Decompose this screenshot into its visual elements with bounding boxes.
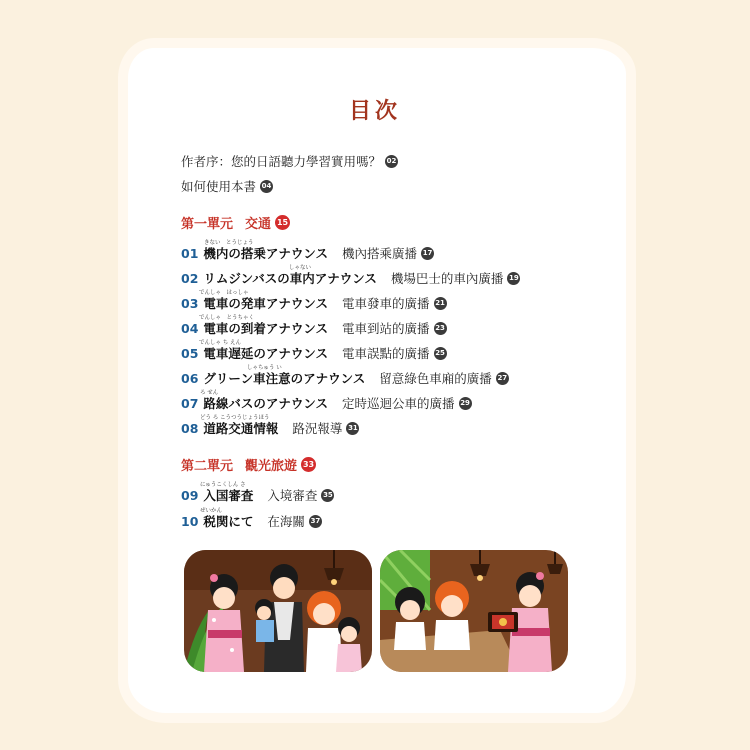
entry-number: 07 xyxy=(181,395,199,411)
entry-page-badge: 23 xyxy=(434,322,447,335)
entry-japanese: 電車遅延のアナウンス xyxy=(203,346,329,361)
entry-page-badge: 17 xyxy=(421,247,434,260)
page-title: 目次 xyxy=(348,99,401,124)
entry-number: 08 xyxy=(181,420,199,436)
toc-entry-03[interactable] xyxy=(181,293,447,313)
entry-japanese: グリーン車注意のアナウンス xyxy=(203,371,366,386)
unit-2-label: 第二單元 xyxy=(181,458,234,474)
howto-label: 如何使用本書 xyxy=(181,179,257,194)
entry-page-badge: 29 xyxy=(459,397,472,410)
toc-entry-02[interactable] xyxy=(181,268,520,288)
entry-page-badge: 31 xyxy=(346,422,359,435)
entry-japanese: 路線バスのアナウンス xyxy=(203,396,329,411)
unit-1-label: 第一單元 xyxy=(181,216,234,232)
entry-japanese: 電車の発車アナウンス xyxy=(203,296,329,311)
illustration-family xyxy=(184,550,372,672)
toc-preface[interactable] xyxy=(181,151,398,171)
preface-label: 作者序：您的日語聽力學習實用嗎？ xyxy=(181,154,382,169)
entry-number: 06 xyxy=(181,370,199,386)
entry-number: 04 xyxy=(181,320,199,336)
entry-page-badge: 19 xyxy=(507,272,520,285)
illustration-restaurant xyxy=(380,550,568,672)
toc-howto[interactable] xyxy=(181,176,273,196)
entry-page-badge: 37 xyxy=(309,515,322,528)
entry-number: 10 xyxy=(181,513,199,529)
entry-chinese: 路況報導 xyxy=(292,421,343,436)
entry-chinese: 在海關 xyxy=(267,514,305,529)
unit-2-heading[interactable] xyxy=(181,454,316,474)
furigana-07: ろ せん xyxy=(200,390,219,396)
entry-japanese: 入国審査 xyxy=(203,488,254,503)
entry-page-badge: 25 xyxy=(434,347,447,360)
entry-page-badge: 35 xyxy=(321,489,334,502)
unit-2-page-badge: 33 xyxy=(301,457,316,472)
toc-entry-07[interactable] xyxy=(181,393,472,413)
entry-japanese: 道路交通情報 xyxy=(203,421,279,436)
furigana-01: きない とうじょう xyxy=(204,240,254,246)
entry-number: 05 xyxy=(181,345,199,361)
entry-chinese: 電車誤點的廣播 xyxy=(342,346,430,361)
entry-page-badge: 27 xyxy=(496,372,509,385)
furigana-04: でんしゃ とうちゃく xyxy=(199,315,255,321)
furigana-10: ぜいかん xyxy=(200,508,223,514)
entry-chinese: 留意綠色車廂的廣播 xyxy=(379,371,492,386)
entry-number: 01 xyxy=(181,245,199,261)
furigana-05: でんしゃ ち えん xyxy=(199,340,241,346)
toc-entry-05[interactable] xyxy=(181,343,447,363)
howto-page-badge: 04 xyxy=(260,180,273,193)
entry-japanese: 電車の到着アナウンス xyxy=(203,321,329,336)
toc-entry-06[interactable] xyxy=(181,368,509,388)
entry-number: 03 xyxy=(181,295,199,311)
furigana-03: でんしゃ はっしゃ xyxy=(199,290,249,296)
furigana-08: どう ろ こうつうじょうほう xyxy=(200,415,270,421)
toc-entry-10[interactable] xyxy=(181,511,322,531)
entry-number: 09 xyxy=(181,487,199,503)
entry-chinese: 機內搭乘廣播 xyxy=(342,246,418,261)
unit-2-name: 觀光旅遊 xyxy=(245,458,298,474)
entry-chinese: 電車到站的廣播 xyxy=(342,321,430,336)
furigana-02: しゃない xyxy=(289,265,312,271)
toc-entry-04[interactable] xyxy=(181,318,447,338)
entry-chinese: 入境審查 xyxy=(267,488,318,503)
toc-entry-01[interactable] xyxy=(181,243,434,263)
entry-chinese: 電車發車的廣播 xyxy=(342,296,430,311)
entry-japanese: 税関にて xyxy=(203,514,254,529)
entry-japanese: リムジンバスの車内アナウンス xyxy=(203,271,377,286)
unit-1-name: 交通 xyxy=(245,216,272,232)
entry-chinese: 機場巴士的車內廣播 xyxy=(390,271,504,286)
toc-entry-08[interactable] xyxy=(181,418,359,438)
toc-entry-09[interactable] xyxy=(181,485,334,505)
entry-chinese: 定時巡迴公車的廣播 xyxy=(342,396,455,411)
preface-page-badge: 02 xyxy=(385,155,398,168)
furigana-06: しゃちゅう い xyxy=(247,365,282,371)
entry-japanese: 機内の搭乗アナウンス xyxy=(203,246,329,261)
entry-page-badge: 21 xyxy=(434,297,447,310)
furigana-09: にゅうこくしん さ xyxy=(200,482,246,488)
unit-1-heading[interactable] xyxy=(181,212,290,232)
entry-number: 02 xyxy=(181,270,199,286)
unit-1-page-badge: 15 xyxy=(275,215,290,230)
